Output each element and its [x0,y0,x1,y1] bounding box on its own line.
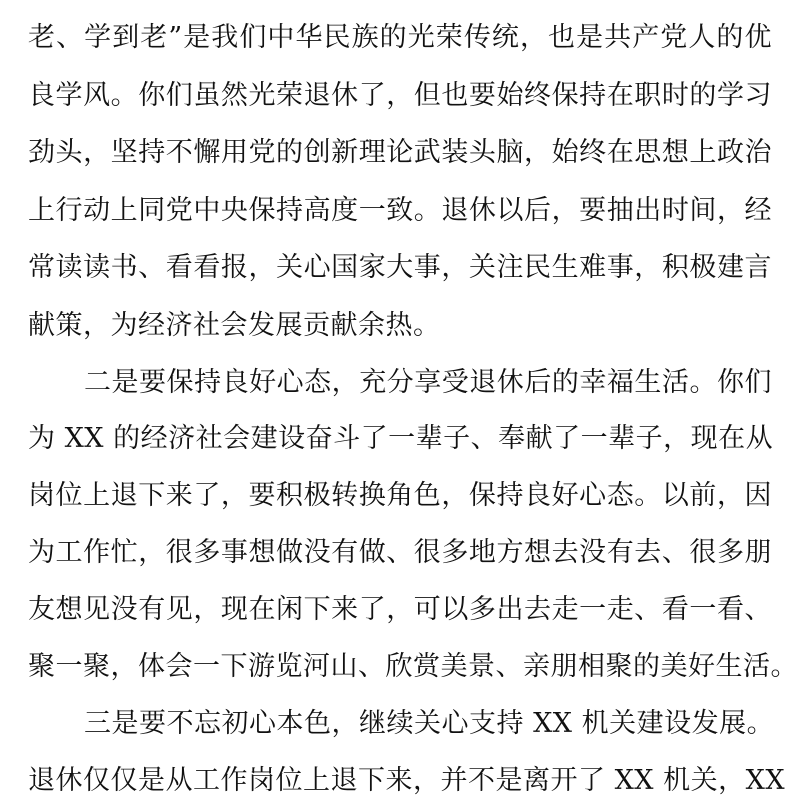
paragraph-first-line: 二是要保持良好心态，充分享受退休后的幸福生活。你们 [84,367,772,398]
text-line: 为工作忙，很多事想做没有做、很多地方想去没有去、很多朋 [28,537,772,568]
text-line: 常读读书、看看报，关心国家大事，关注民生难事，积极建言 [28,252,772,283]
text-line: 退休仅仅是从工作岗位上退下来，并不是离开了 XX 机关，XX [28,765,786,796]
text-line: 为 XX 的经济社会建设奋斗了一辈子、奉献了一辈子，现在从 [28,423,774,454]
text-line: 劲头，坚持不懈用党的创新理论武装头脑，始终在思想上政治 [28,137,772,168]
text-line: 岗位上退下来了，要积极转换角色，保持良好心态。以前，因 [28,480,772,511]
text-line: 上行动上同党中央保持高度一致。退休以后，要抽出时间，经 [28,195,772,226]
text-line: 良学风。你们虽然光荣退休了，但也要始终保持在职时的学习 [28,80,772,111]
text-line: 献策，为经济社会发展贡献余热。 [28,310,441,341]
text-line: 老、学到老”是我们中华民族的光荣传统，也是共产党人的优 [28,22,772,53]
text-line: 聚一聚，体会一下游览河山、欣赏美景、亲朋相聚的美好生活。 [28,651,798,682]
paragraph-first-line: 三是要不忘初心本色，继续关心支持 XX 机关建设发展。 [84,708,775,739]
text-line: 友想见没有见，现在闲下来了，可以多出去走一走、看一看、 [28,594,772,625]
